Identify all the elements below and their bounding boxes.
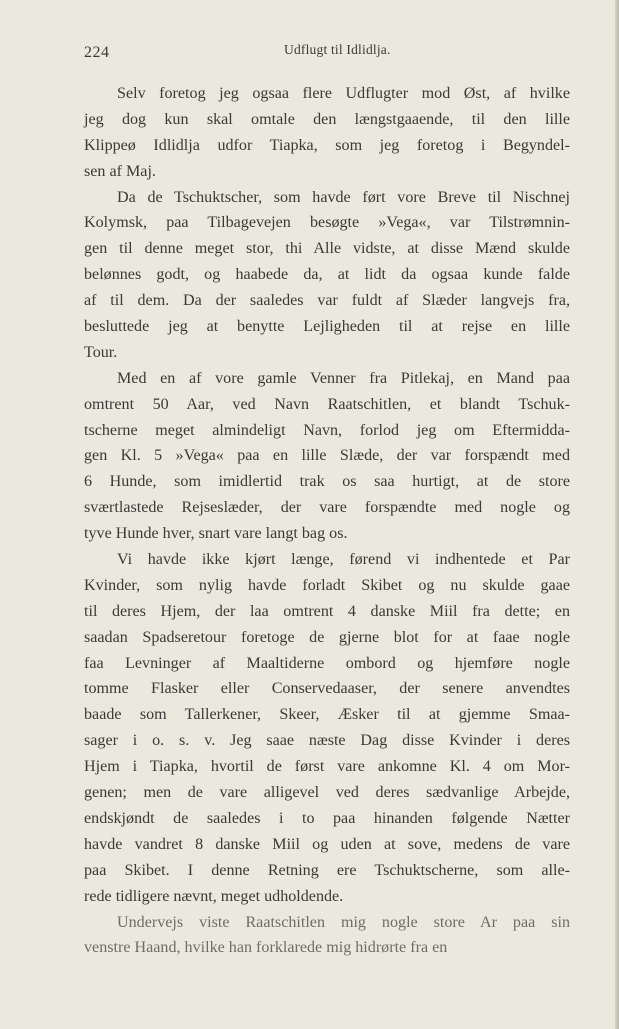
text-line: Klippeø Idlidlja udfor Tiapka, som jeg foretog i Begyndel- [84, 136, 570, 154]
text-line: Hjem i Tiapka, hvortil de først vare ankomne Kl. 4 om Mor- [84, 758, 570, 776]
text-line: paa Skibet. I denne Retning ere Tschuktscherne, som alle- [84, 861, 570, 879]
text-line: belønnes godt, og haabede da, at lidt da ogsaa kunde falde [84, 266, 570, 284]
paragraph [84, 910, 570, 962]
text-line: Da de Tschuktscher, som havde ført vore Breve til Nischnej [117, 188, 570, 206]
text-line: tyve Hunde hver, snart vare langt bag os. [84, 525, 348, 543]
text-line: Med en af vore gamle Venner fra Pitlekaj, en Mand paa [117, 369, 570, 387]
paragraph [84, 81, 570, 185]
text-line: til deres Hjem, der laa omtrent 4 danske Miil fra dette; en [84, 602, 570, 620]
text-line: rede tidligere nævnt, meget udholdende. [84, 887, 344, 905]
text-line: besluttede jeg at benytte Lejligheden til at rejse en lille [84, 318, 570, 336]
text-line: Kvinder, som nylig havde forladt Skibet og nu skulde gaae [84, 576, 570, 594]
page-edge [615, 0, 619, 1029]
text-line: Kolymsk, paa Tilbagevejen besøgte »Vega«, var Tilstrømnin- [84, 214, 570, 232]
text-line: Undervejs viste Raatschitlen mig nogle store Ar paa sin [117, 913, 570, 931]
text-line: genen; men de vare alligevel ved deres sædvanlige Arbejde, [84, 784, 570, 802]
text-line: endskjøndt de saaledes i to paa hinanden følgende Nætter [84, 809, 570, 827]
running-title: Udflugt til Idlidlja. [284, 42, 391, 57]
text-line: saadan Spadseretour foretoge de gjerne blot for at faae nogle [84, 628, 570, 646]
text-line: sager i o. s. v. Jeg saae næste Dag disse Kvinder i deres [84, 732, 570, 750]
page-number: 224 [84, 44, 110, 61]
text-line: baade som Tallerkener, Skeer, Æsker til at gjemme Smaa- [84, 706, 570, 724]
text-line: Selv foretog jeg ogsaa flere Udflugter mod Øst, af hvilke [117, 85, 570, 102]
text-line: af til dem. Da der saaledes var fuldt af Slæder langvejs fra, [84, 292, 570, 310]
body-text [84, 81, 570, 961]
paragraph [84, 366, 570, 547]
paragraph [84, 547, 570, 909]
paragraph [84, 185, 570, 366]
text-line: venstre Haand, hvilke han forklarede mig hidrørte fra en [84, 939, 448, 957]
text-line: 6 Hunde, som imidlertid trak os saa hurtigt, at de store [84, 473, 570, 491]
text-line: sværtlastede Rejseslæder, der vare forspændte med nogle og [84, 499, 570, 517]
text-line: tscherne meget almindeligt Navn, forlod jeg om Eftermidda- [84, 421, 570, 439]
text-line: Vi havde ikke kjørt længe, førend vi indhentede et Par [117, 551, 570, 569]
text-line: Tour. [84, 343, 118, 361]
text-line: tomme Flasker eller Conservedaaser, der senere anvendtes [84, 680, 570, 698]
text-line: faa Levninger af Maaltiderne ombord og hjemføre nogle [84, 654, 570, 672]
text-line: jeg dog kun skal omtale den længstgaaende, til den lille [84, 110, 570, 128]
text-line: sen af Maj. [84, 162, 156, 180]
text-line: gen Kl. 5 »Vega« paa en lille Slæde, der var forspændt med [84, 447, 570, 465]
text-line: gen til denne meget stor, thi Alle vidste, at disse Mænd skulde [84, 240, 570, 258]
page-header [84, 40, 534, 64]
text-line: havde vandret 8 danske Miil og uden at sove, medens de vare [84, 835, 570, 853]
text-line: omtrent 50 Aar, ved Navn Raatschitlen, et blandt Tschuk- [84, 395, 570, 413]
